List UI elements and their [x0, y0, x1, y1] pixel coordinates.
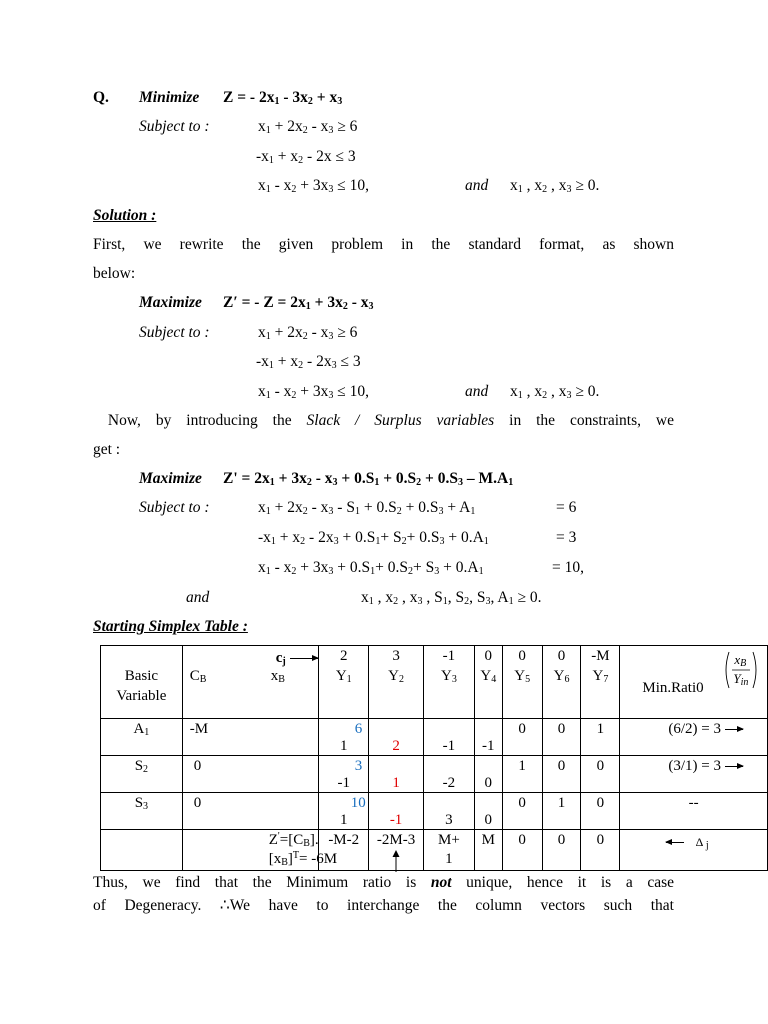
- augmented-constraint-3: $x_1 - x_2 + 3x_3 + 0.S_1+ 0.S_2+ S_3 + 0.A_1$: [258, 559, 484, 577]
- question-objective-keyword: Minimize: [139, 89, 200, 106]
- conclusion-line-1: Thus, we find that the Minimum ratio is not unique, hence it is a case: [93, 874, 674, 891]
- delta-value: 0: [596, 832, 605, 848]
- delta-value: -2M-3: [376, 832, 416, 848]
- cb-header: $C_B$: [189, 668, 207, 685]
- y-value: 0: [596, 758, 605, 774]
- standard-form-keyword: Maximize: [139, 294, 202, 311]
- delta-value: 0: [518, 832, 526, 848]
- y-header: $Y_6$: [553, 668, 570, 685]
- conclusion-line-2: of Degeneracy. ∴We have to interchange the column vectors such that: [93, 897, 674, 914]
- standard-form-constraint-1: $x_1 + 2x_2 - x_3 \ge 6$: [258, 324, 358, 342]
- table-row: [101, 793, 768, 830]
- augmented-constraint-2: $-x_1 + x_2 - 2x_3 + 0.S_1+ S_2+ 0.S_3 + 0.A_1$: [258, 529, 489, 547]
- ratio-value: (6/2) = 3: [668, 721, 743, 737]
- cj-value: 2: [339, 648, 348, 664]
- arrow-right-icon: [725, 729, 743, 730]
- z-value-line-2: $[x_B]^T= -6M$: [268, 850, 338, 868]
- col-y7-header: [581, 646, 620, 719]
- augmented-and: and: [186, 589, 210, 606]
- basis-variable: $S_3$: [134, 795, 149, 812]
- question-objective: Z = - $2x_1 - 3x_2 + x_3$: [223, 89, 343, 107]
- slack-intro-line-2: get :: [93, 441, 121, 458]
- arrow-right-icon: [725, 766, 743, 767]
- solution-intro-line-2: below:: [93, 265, 136, 282]
- table-header-row: [101, 646, 768, 719]
- z-value-line-1: $Z'=[C_B]$.: [268, 831, 319, 849]
- standard-form-and: and: [465, 383, 489, 400]
- simplex-table-heading: Starting Simplex Table :: [93, 618, 248, 635]
- y-value: 0: [596, 795, 605, 811]
- standard-form-nonnegativity: $x_1$ , $x_2$ , $x_3 \ge 0$.: [510, 383, 600, 401]
- cj-arrow-icon: [290, 658, 318, 659]
- min-ratio-label: Min.Rati0: [642, 680, 704, 696]
- delta-label: Δ $_j$: [666, 834, 708, 850]
- xb-header: $x_B$: [270, 668, 285, 685]
- y-value: -2: [442, 775, 456, 791]
- table-row: [101, 756, 768, 793]
- augmented-constraint-3-rhs: = 10,: [552, 559, 584, 576]
- cj-value: 0: [518, 648, 526, 664]
- augmented-objective: $Z' = 2x_1 + 3x_2 - x_3 + 0.S_1 + 0.S_2 + 0.S_3 - M.A_1$: [223, 470, 514, 488]
- y-value: 0: [518, 795, 526, 811]
- cb-value: 0: [193, 758, 202, 774]
- basic-variable-label-2: Variable: [116, 688, 167, 704]
- y-value: 0: [518, 721, 526, 737]
- question-constraint-2: $-x_1 + x_2 - 2x \le 3$: [256, 148, 356, 166]
- fraction-denominator: $Y_{in}$: [733, 671, 749, 688]
- y-value: 1: [339, 812, 348, 828]
- xb-value: 10: [350, 795, 366, 811]
- ratio-value: (3/1) = 3: [668, 758, 743, 774]
- question-nonnegativity: $x_1$ , $x_2$ , $x_3 \ge 0$.: [510, 177, 600, 195]
- min-ratio-header: [620, 646, 768, 719]
- cj-value: -M: [591, 648, 610, 664]
- pivot-candidate-value: 2: [392, 738, 400, 754]
- augmented-nonnegativity: $x_1$ , $x_2$ , $x_3$ , $S_1$, $S_2$, $S_3$, $A_1 \ge 0$.: [361, 589, 542, 607]
- basis-variable: $S_2$: [134, 758, 149, 775]
- xb-value: 3: [354, 758, 363, 774]
- delta-value-cont: 1: [445, 851, 453, 867]
- delta-value: M: [481, 832, 495, 848]
- solution-heading: Solution :: [93, 207, 157, 224]
- solution-intro-line-1: First, we rewrite the given problem in the standard format, as shown: [93, 236, 674, 253]
- y-header: $Y_1$: [335, 668, 352, 685]
- slack-intro-line-1: Now, by introducing the Slack / Surplus variables in the constraints, we: [93, 412, 674, 429]
- y-value: -1: [482, 738, 495, 754]
- question-label: Q.: [93, 89, 109, 106]
- standard-form-subject-to: Subject to :: [139, 324, 210, 341]
- col-y3-header: [423, 646, 474, 719]
- cj-value: -1: [442, 648, 456, 664]
- y-value: 1: [339, 738, 348, 754]
- cj-value: 0: [484, 648, 493, 664]
- cb-xb-header: [182, 646, 319, 719]
- question-and: and: [465, 177, 489, 194]
- fraction-numerator: $x_B$: [734, 652, 747, 669]
- y-header: $Y_2$: [388, 668, 404, 685]
- y-value: 1: [518, 758, 526, 774]
- cj-value: 0: [557, 648, 566, 664]
- question-subject-to: Subject to :: [139, 118, 210, 135]
- arrow-left-icon: [666, 842, 684, 843]
- pivot-candidate-value: 1: [392, 775, 400, 791]
- y-value: 1: [557, 795, 566, 811]
- col-y2-header: [369, 646, 424, 719]
- cb-value: 0: [193, 795, 202, 811]
- y-header: $Y_7$: [592, 668, 609, 685]
- xb-value: 6: [354, 721, 363, 737]
- delta-value: M+: [438, 832, 460, 848]
- delta-value: 0: [557, 832, 566, 848]
- basis-variable: $A_1$: [133, 721, 150, 738]
- col-y6-header: [542, 646, 581, 719]
- y-header: $Y_4$: [480, 668, 497, 685]
- basic-variable-label-1: Basic: [124, 668, 159, 684]
- col-y4-header: [474, 646, 502, 719]
- augmented-subject-to: Subject to :: [139, 499, 210, 516]
- y-value: 0: [484, 812, 493, 828]
- y-value: 1: [596, 721, 605, 737]
- augmented-constraint-1-rhs: = 6: [556, 499, 577, 516]
- cj-value: 3: [392, 648, 400, 664]
- pivot-candidate-value: -1: [389, 812, 403, 828]
- y-value: 0: [557, 758, 566, 774]
- cj-label: $c_j$: [276, 650, 318, 666]
- simplex-table: [100, 645, 768, 871]
- standard-form-constraint-2: $-x_1 + x_2 - 2x_3 \le 3$: [256, 353, 361, 371]
- y-value: -1: [442, 738, 456, 754]
- question-constraint-1: $x_1 + 2x_2 - x_3 \ge 6$: [258, 118, 358, 136]
- y-header: $Y_5$: [514, 668, 531, 685]
- y-header: $Y_3$: [440, 668, 457, 685]
- y-value: -1: [337, 775, 350, 791]
- question-constraint-3: $x_1 - x_2 + 3x_3 \le 10$,: [258, 177, 370, 195]
- min-ratio-fraction: [723, 650, 759, 690]
- basic-variable-header: [101, 646, 183, 719]
- augmented-constraint-2-rhs: = 3: [556, 529, 577, 546]
- entering-column-arrow-icon: [391, 850, 401, 872]
- delta-value: -M-2: [328, 832, 360, 848]
- cb-value: -M: [189, 721, 209, 737]
- table-row: [101, 719, 768, 756]
- net-evaluation-row: [101, 830, 768, 871]
- y-value: 3: [445, 812, 453, 828]
- y-value: 0: [484, 775, 493, 791]
- standard-form-constraint-3: $x_1 - x_2 + 3x_3 \le 10$,: [258, 383, 370, 401]
- y-value: 0: [557, 721, 566, 737]
- augmented-constraint-1: $x_1 + 2x_2 - x_3 - S_1 + 0.S_2 + 0.S_3 + A_1$: [258, 499, 476, 517]
- col-y5-header: [502, 646, 542, 719]
- ratio-value: --: [688, 795, 699, 811]
- col-y1-header: [319, 646, 369, 719]
- standard-form-objective: Z′ = - $Z = 2x_1 + 3x_2 - x_3$: [223, 294, 374, 312]
- augmented-objective-keyword: Maximize: [139, 470, 202, 487]
